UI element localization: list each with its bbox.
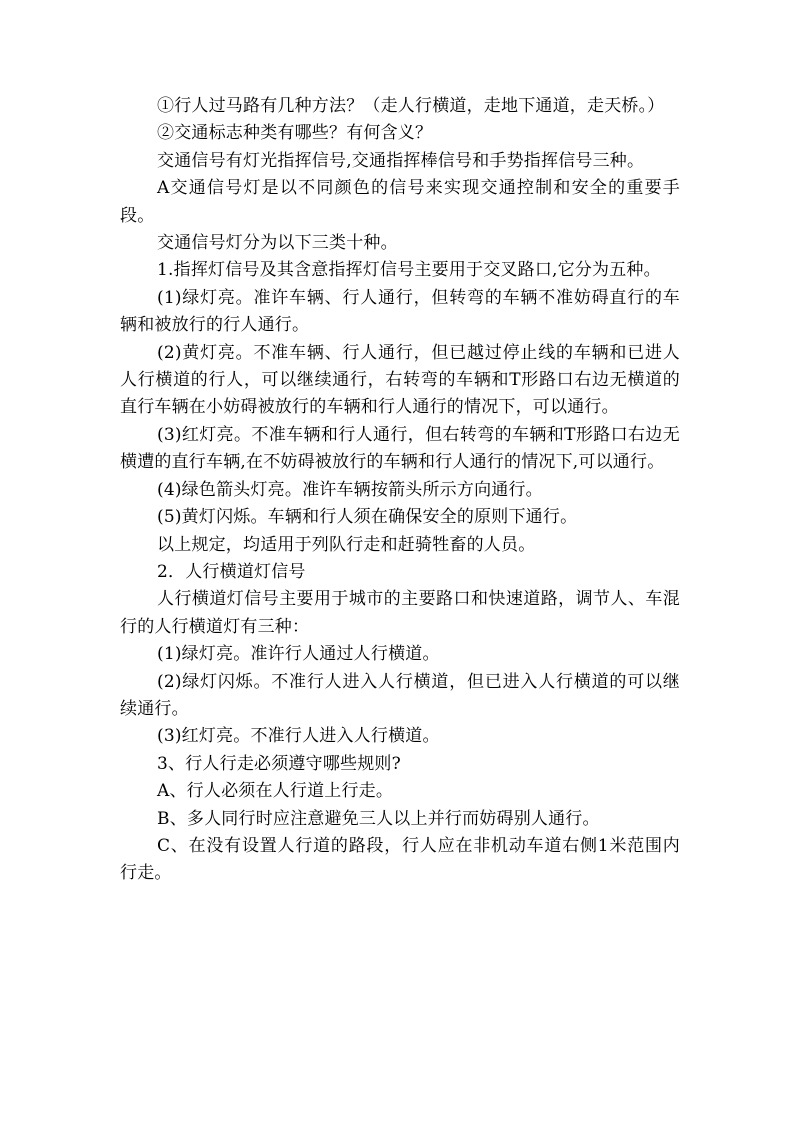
paragraph-rules-apply: 以上规定，均适用于列队行走和赶骑牲畜的人员。 bbox=[157, 534, 536, 555]
paragraph-green-arrow: (4)绿色箭头灯亮。准许车辆按箭头所示方向通行。 bbox=[157, 479, 543, 500]
paragraph-crosswalk-heading: 2．人行横道灯信号 bbox=[157, 561, 306, 582]
paragraph-red-light: (3)红灯亮。不准车辆和行人通行，但右转弯的车辆和T形路口右边无横遭的直行车辆,在不妨碍被放行的车辆和行人通行的情况下,可以通行。 bbox=[120, 424, 680, 473]
paragraph-command-lights-heading: 1.指挥灯信号及其含意指挥灯信号主要用于交叉路口,它分为五种。 bbox=[157, 260, 661, 281]
paragraph-green-light: (1)绿灯亮。准许车辆、行人通行，但转弯的车辆不准妨碍直行的车辆和被放行的行人通行。 bbox=[120, 287, 680, 336]
paragraph-crosswalk-red: (3)红灯亮。不准行人进入人行横道。 bbox=[157, 726, 440, 747]
paragraph-rule-b: B、多人同行时应注意避免三人以上并行而妨碍别人通行。 bbox=[157, 808, 600, 829]
paragraph-three-classes: 交通信号灯分为以下三类十种。 bbox=[157, 233, 398, 254]
document-body bbox=[120, 93, 680, 888]
paragraph-yellow-flashing: (5)黄灯闪烁。车辆和行人须在确保安全的原则下通行。 bbox=[157, 507, 578, 528]
paragraph-crosswalk-green-flashing: (2)绿灯闪烁。不准行人进入人行横道，但已进入人行横道的可以继续通行。 bbox=[120, 671, 680, 719]
paragraph-rule-a: A、行人必须在人行道上行走。 bbox=[157, 781, 394, 802]
paragraph-signal-types: 交通信号有灯光指挥信号,交通指挥棒信号和手势指挥信号三种。 bbox=[157, 150, 645, 171]
paragraph-crossing-methods: ①行人过马路有几种方法？（走人行横道，走地下通道，走天桥。） bbox=[157, 96, 665, 116]
paragraph-sign-types: ②交通标志种类有哪些？有何含义？ bbox=[157, 123, 433, 144]
paragraph-crosswalk-green: (1)绿灯亮。准许行人通过人行横道。 bbox=[157, 644, 440, 665]
paragraph-pedestrian-rules-heading: 3、行人行走必须遵守哪些规则? bbox=[157, 753, 401, 774]
paragraph-crosswalk-intro: 人行横道灯信号主要用于城市的主要路口和快速道路，调节人、车混行的人行横道灯有三种： bbox=[120, 589, 680, 637]
paragraph-yellow-light: (2)黄灯亮。不准车辆、行人通行，但已越过停止线的车辆和已进人人行横道的行人，可以继续通行，右转弯的车辆和T形路口右边无横道的直行车辆在小妨碍被放行的车辆和行人通行的情况下，可以通行。 bbox=[120, 342, 680, 418]
paragraph-rule-c: C、在没有设置人行道的路段，行人应在非机动车道右侧1米范围内行走。 bbox=[120, 835, 680, 884]
paragraph-signal-lights-intro: A交通信号灯是以不同颜色的信号来实现交通控制和安全的重要手段。 bbox=[120, 178, 680, 226]
